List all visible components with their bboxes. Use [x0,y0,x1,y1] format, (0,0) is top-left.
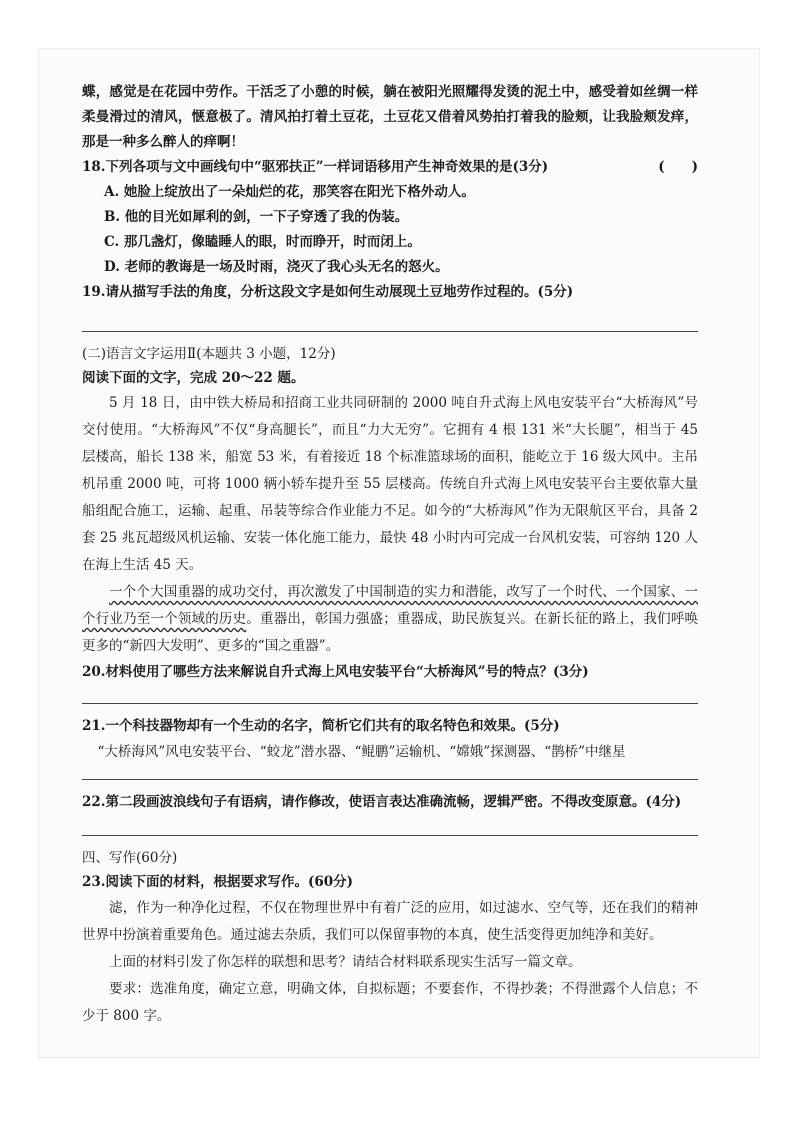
question-20-number: 20. [82,664,106,680]
option-a: A. 她脸上绽放出了一朵灿烂的花，那笑容在阳光下格外动人。 [104,184,475,200]
writing-material: 滤，作为一种净化过程，不仅在物理世界中有着广泛的应用，如过滤水、空气等，还在我们的精神世界中扮演着重要角色。通过滤去杂质，我们可以保留事物的本真，使生活变得更加纯净和美好。 [82,900,698,943]
question-20 [82,660,698,685]
reading-paragraph-1: 5 月 18 日，由中铁大桥局和招商工业共同研制的 2000 吨自升式海上风电安装平台“大桥海风”号交付使用。“大桥海风”不仅“身高腿长”，而且“力大无穷”。它拥有 4 根 131 米“大长腿”，相当于 45 层楼高，船长 138 米，船宽 53 米，有着接近 18 个标准篮球场的面积，能屹立于 16 级大风中。主吊机吊重 2000 吨，可将 1000 辆小轿车提升至 55 层楼高。传统自升式海上风电安装平台主要依靠大量船组配合施工，运输、起重、吊装等综合作业能力不足。如今的“大桥海风”作为无限航区平台，具备 2 套 25 兆瓦超级风机运输、安装一体化施工能力，最快 48 小时内可完成一台风机安装，可容纳 120 人在海上生活 45 天。 [82,395,698,573]
answer-line-22 [82,835,698,836]
answer-line-21 [82,779,698,780]
reading-paragraph-2 [82,579,698,660]
option-c: C. 那几盏灯，像瞌睡人的眼，时而睁开，时而闭上。 [104,234,421,250]
option-b: B. 他的目光如犀利的剑，一下子穿透了我的伪装。 [104,209,409,225]
question-21-number: 21. [82,718,106,734]
option-d: D. 老师的教诲是一场及时雨，浇灭了我心头无名的怒火。 [104,259,449,275]
section-2-instruction: 阅读下面的文字，完成 20～22 题。 [82,370,305,386]
tech-names-list: “大桥海风”风电安装平台、“蛟龙”潜水器、“鲲鹏”运输机、“嫦娥”探测器、“鹊桥”中继星 [97,744,626,760]
section-2-title: (二)语言文字运用Ⅱ(本题共 3 小题，12分) [82,346,336,362]
question-23-stem: 阅读下面的材料，根据要求写作。(60分) [105,874,354,890]
question-19 [82,280,698,305]
answer-bracket: ( ) [658,159,698,175]
question-22 [82,790,698,815]
question-23 [82,870,698,895]
question-18 [82,155,698,180]
answer-line-20 [82,703,698,704]
exam-page-content [82,80,698,1030]
paragraph-2-rest: 。重器出，彰国力强盛；重器成，助民族复兴。在新长征的路上，我们呼唤更多的“新四大发明”、更多的“国之重器”。 [82,611,699,654]
question-23-number: 23. [82,874,106,890]
question-21 [82,714,698,739]
question-20-stem: 材料使用了哪些方法来解说自升式海上风电安装平台“大桥海风”号的特点？(3分) [105,664,589,680]
question-21-stem: 一个科技器物却有一个生动的名字，简析它们共有的取名特色和效果。(5分) [105,718,560,734]
passage-tail: 蝶，感觉是在花园中劳作。干活乏了小憩的时候，躺在被阳光照耀得发烫的泥土中，感受着如丝绸一样柔曼滑过的清风，惬意极了。清风拍打着土豆花，土豆花又借着风势拍打着我的脸颊，让我脸颊发痒，那是一种多么醉人的痒啊！ [82,84,698,150]
question-22-stem: 第二段画波浪线句子有语病，请作修改，使语言表达准确流畅，逻辑严密。不得改变原意。(4分) [105,794,682,810]
wavy-underlined-sentence: 一个个大国重器的成功交付，再次激发了中国制造的实力和潜能，改写了一个时代、一个国家、一个行业乃至一个领域的历史 [82,584,698,627]
question-18-number: 18. [82,159,106,175]
question-22-number: 22. [82,794,106,810]
writing-requirements: 要求：选准角度，确定立意，明确文体，自拟标题；不要套作，不得抄袭；不得泄露个人信息；不少于 800 字。 [82,981,698,1024]
answer-line-19 [82,331,698,332]
question-18-stem: 下列各项与文中画线句中“驱邪扶正”一样词语移用产生神奇效果的是(3分) [105,159,549,175]
question-19-stem: 请从描写手法的角度，分析这段文字是如何生动展现土豆地劳作过程的。(5分) [105,284,574,300]
question-19-number: 19. [82,284,106,300]
writing-prompt: 上面的材料引发了你怎样的联想和思考？请结合材料联系现实生活写一篇文章。 [109,954,582,970]
section-4-title: 四、写作(60分) [82,850,178,866]
